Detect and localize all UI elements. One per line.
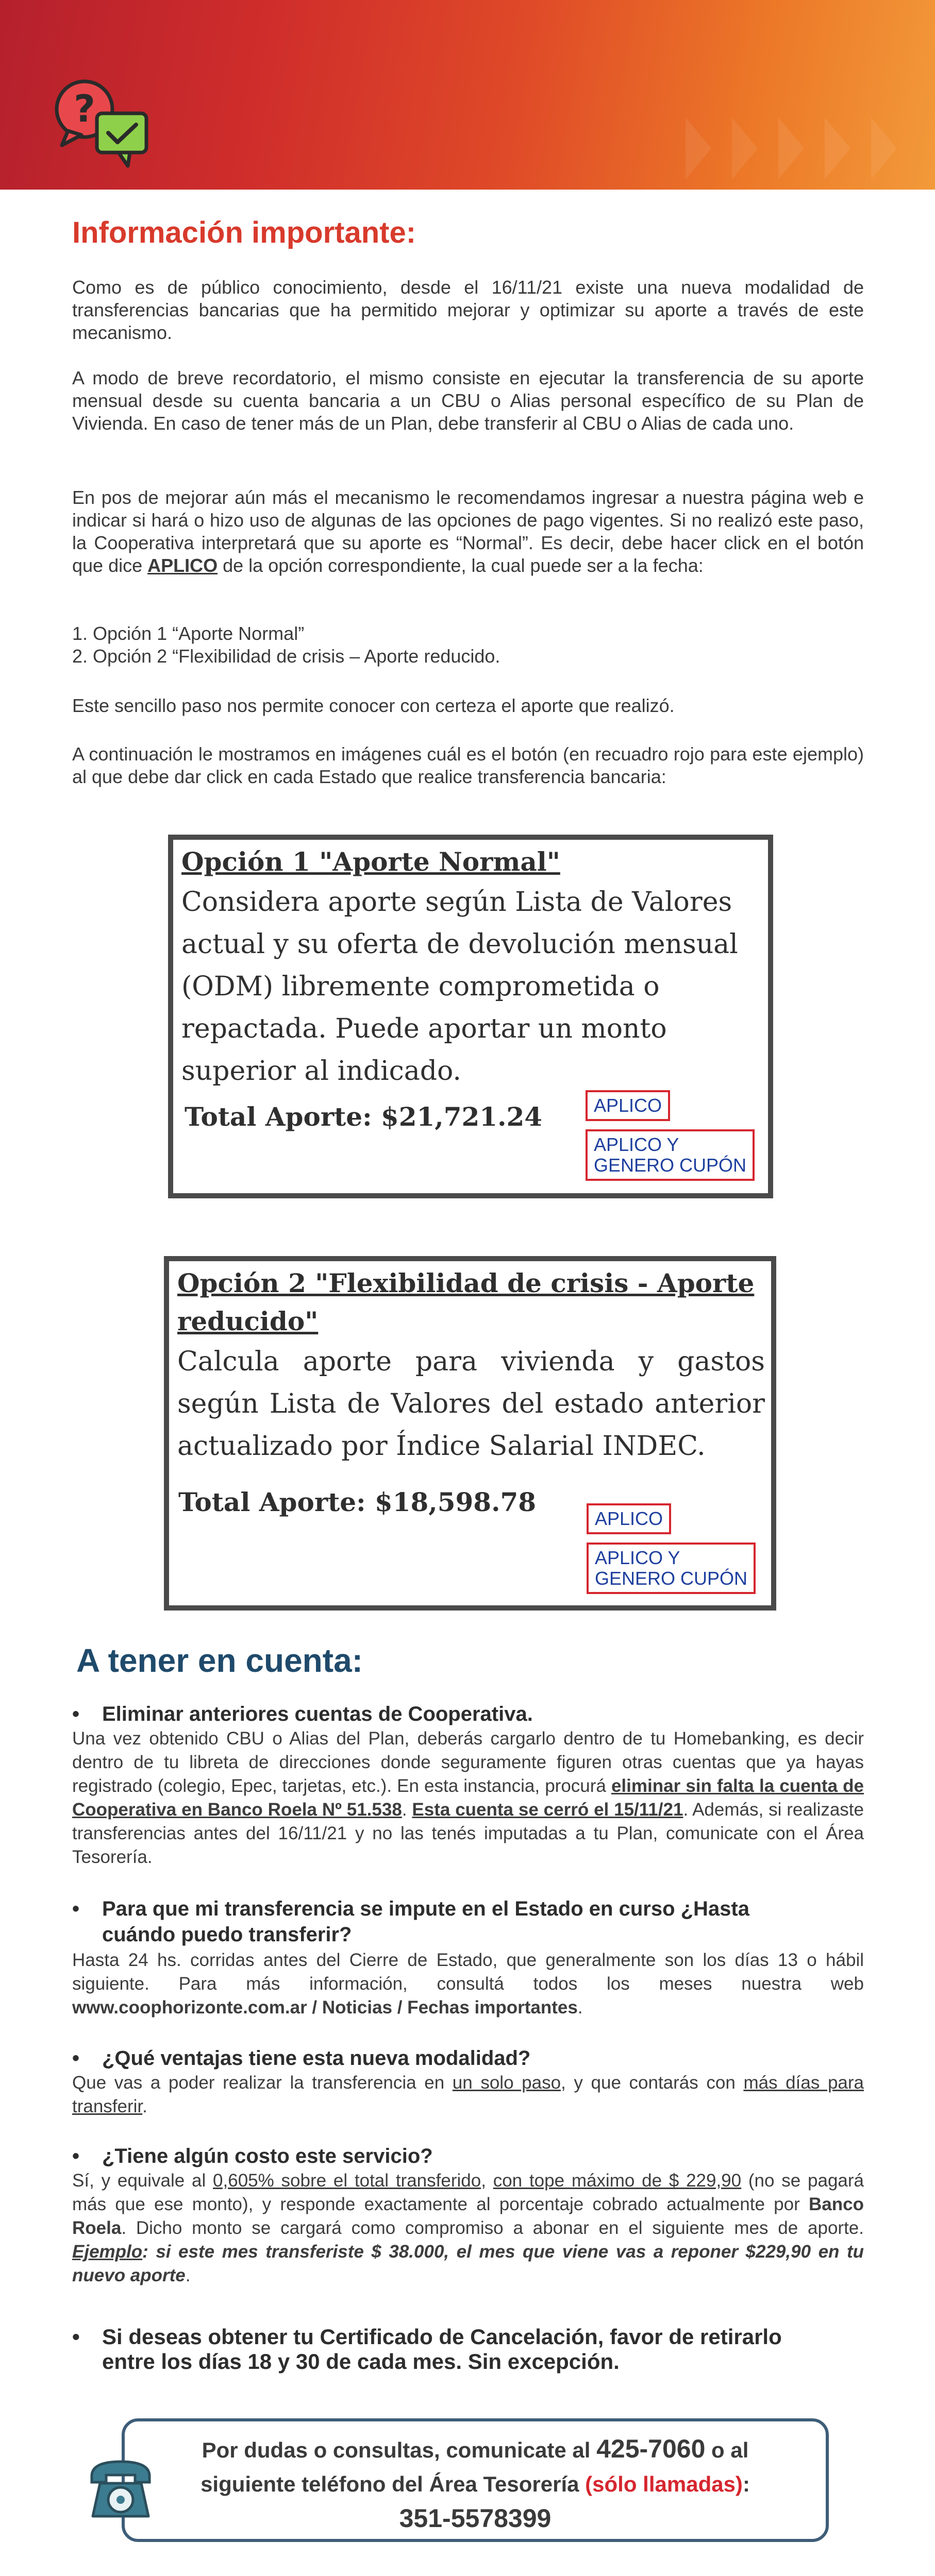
info-paragraph-3: En pos de mejorar aún más el mecanismo le recomendamos ingresar a nuestra página web e indicar si hará o hizo uso de algunas de las opciones de pago vigentes. Si no realizó este paso, la Cooperativa interpretará que su aporte es “Normal”. Es decir, debe hacer click en el botón que dice APLICO de la opción correspondiente, la cual puede ser a la fecha: [72, 487, 864, 576]
options-list [72, 622, 500, 668]
bullet-2-heading: • Para que mi transferencia se impute en el Estado en curso ¿Hasta cuándo puedo transferir? [72, 1897, 749, 1946]
info-paragraph-5: A continuación le mostramos en imágenes cuál es el botón (en recuadro rojo para este ejemplo) al que debe dar click en cada Estado que realice transferencia bancaria: [72, 743, 864, 787]
info-title: Información importante: [72, 216, 416, 249]
tener-title: A tener en cuenta: [76, 1642, 363, 1679]
phone-icon [85, 2452, 157, 2524]
option-1-title: Opción 1 "Aporte Normal" [181, 846, 560, 877]
question-check-chat-icon [53, 77, 151, 175]
option-1-aplico-button[interactable]: APLICO [586, 1090, 670, 1121]
web-link[interactable]: www.coophorizonte.com.ar / Noticias / Fechas importantes [72, 1997, 578, 2018]
svg-text:?: ? [74, 87, 95, 130]
info-paragraph-4: Este sencillo paso nos permite conocer con certeza el aporte que realizó. [72, 695, 675, 716]
info-paragraph-2: A modo de breve recordatorio, el mismo consiste en ejecutar la transferencia de su aporte mensual desde su cuenta bancaria a un CBU o Alias personal específico de su Plan de Vivienda. En caso de tener más de un Plan, debe transferir al CBU o Alias de cada uno. [72, 367, 864, 434]
main-phone[interactable]: 425-7060 [596, 2434, 706, 2463]
list-item: 2. Opción 2 “Flexibilidad de crisis – Aporte reducido. [72, 646, 500, 667]
bullet-4-text: Sí, y equivale al 0,605% sobre el total transferido, con tope máximo de $ 229,90 (no se pagará más que ese monto), y responde exactamente al porcentaje cobrado actualmente por Banco Roela. Dicho monto se cargará como compromiso a abonar en el siguiente mes de aporte. Ejemplo: si este mes transferiste $ 38.000, el mes que viene vas a reponer $229,90 en tu nuevo aporte. [72, 2171, 864, 2285]
contact-line-1: Por dudas o consultas, comunicate al 425-7060 o al [202, 2434, 749, 2463]
contact-line-2: siguiente teléfono del Área Tesorería (sólo llamadas): [201, 2472, 750, 2496]
option-1-aplico-cupon-button[interactable]: APLICO Y GENERO CUPÓN [586, 1129, 755, 1181]
list-item: 1. Opción 1 “Aporte Normal” [72, 623, 305, 644]
option-2-description: Calcula aporte para vivienda y gastos según Lista de Valores del estado anterior actualizado por Índice Salarial INDEC. [177, 1346, 765, 1462]
bullet-2-text: Hasta 24 hs. corridas antes del Cierre de Estado, que generalmente son los días 13 o hábil siguiente. Para más información, consultá todos los meses nuestra web www.coophorizonte.com.ar / Noticias / Fechas importantes. [72, 1950, 864, 2018]
treasury-phone[interactable]: 351-5578399 [399, 2504, 552, 2533]
bullet-3-text: Que vas a poder realizar la transferencia en un solo paso, y que contarás con más días para transferir. [72, 2073, 864, 2116]
option-1-total: Total Aporte: $21,721.24 [185, 1101, 543, 1132]
bullet-3-heading: • ¿Qué ventajas tiene esta nueva modalidad? [72, 2047, 531, 2070]
option-2-total: Total Aporte: $18,598.78 [178, 1487, 537, 1517]
bullet-1-text: Una vez obtenido CBU o Alias del Plan, deberás cargarlo dentro de tu Homebanking, es decir dentro de tu libreta de direcciones donde seguramente figuren otras cuentas que ya hayas registrado (colegio, Epec, tarjetas, etc.). En esta instancia, procurá eliminar sin falta la cuenta de Cooperativa en Banco Roela Nº 51.538. Esta cuenta se cerró el 15/11/21. Además, si realizaste transferencias antes del 16/11/21 y no las tenés imputadas a tu Plan, comunicate con el Área Tesorería. [72, 1728, 864, 1867]
option-2-aplico-cupon-button[interactable]: APLICO Y GENERO CUPÓN [587, 1543, 756, 1594]
option-2-title: Opción 2 "Flexibilidad de crisis - Aporte reducido" [177, 1268, 755, 1336]
info-paragraph-1: Como es de público conocimiento, desde el 16/11/21 existe una nueva modalidad de transferencias bancarias que ha permitido mejorar y optimizar su aporte a través de este mecanismo. [72, 277, 864, 343]
option-2-card [164, 1256, 776, 1611]
bullet-1-heading: • Eliminar anteriores cuentas de Cooperativa. [72, 1703, 533, 1725]
bullet-5-heading: • Si deseas obtener tu Certificado de Cancelación, favor de retirarlo entre los días 18 y 30 de cada mes. Sin excepción. [72, 2325, 782, 2374]
contact-box [122, 2418, 829, 2542]
bullet-4-heading: • ¿Tiene algún costo este servicio? [72, 2145, 433, 2167]
option-1-description: Considera aporte según Lista de Valores actual y su oferta de devolución mensual (ODM) libremente comprometida o repactada. Puede aportar un monto superior al indicado. [181, 887, 738, 1087]
option-2-aplico-button[interactable]: APLICO [587, 1503, 671, 1534]
option-1-card [168, 835, 773, 1198]
aplico-reference: APLICO [147, 555, 218, 576]
